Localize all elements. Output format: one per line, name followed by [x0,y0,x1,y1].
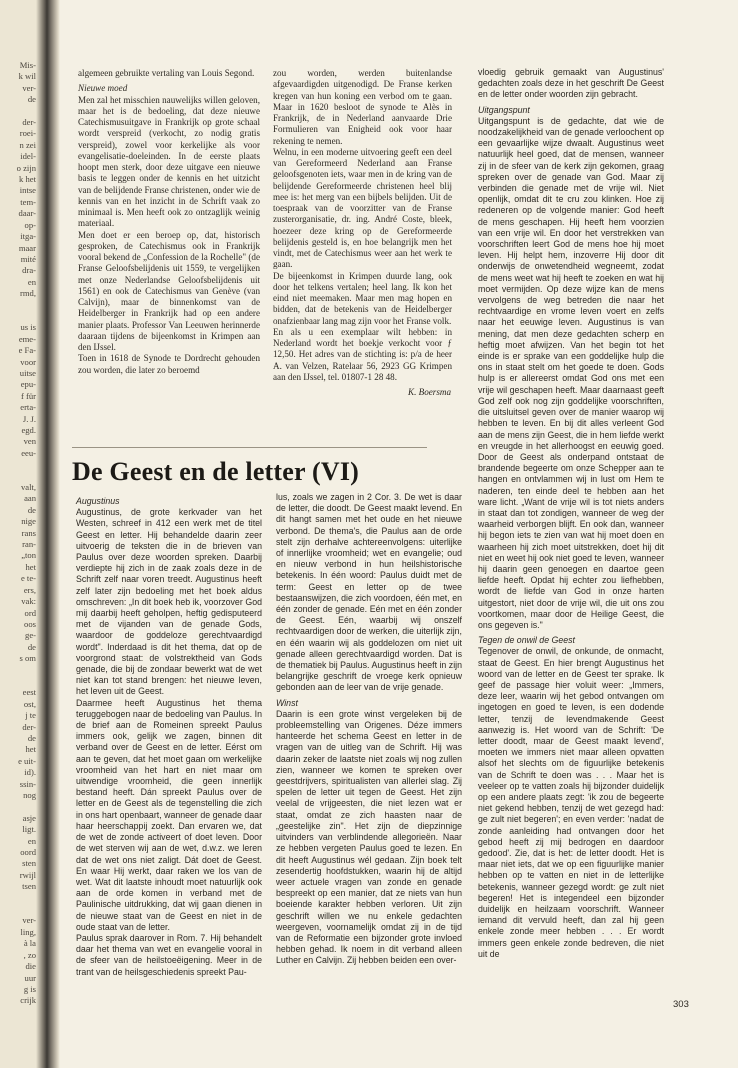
paragraph: vloedig gebruik gemaakt van Augustinus' gedachten zoals deze in het geschrift De Geest en de letter onder woorden zijn gebracht. [478,67,664,100]
paragraph: Men zal het misschien nauwelijks willen geloven, maar het is de bedoeling, dat deze nieuwe Catechismusuitgave in Frankrijk op grote schaal wordt verspreid (verkocht, zo nodig gratis verspreid), zowel voor kerkelijke als voor evangelisatie-doeleinden. In de eerste plaats hoopt men sterk, door deze uitgave een nieuwe basis te leggen onder de kennis en het uitzicht van de belijdende Franse christenen, onder wie de kennis van en het inzicht in de Schrift vaak zo minimaal is. Men heeft ook zo ontzaglijk weinig materiaal. [78,94,260,229]
paragraph: Toen in 1618 de Synode te Dordrecht gehouden zou worden, die later zo beroemd [78,353,260,375]
section-heading: Tegen de onwil de Geest [478,635,575,646]
paragraph: Daarin is een grote winst vergeleken bij de probleemstelling van Origenes. Déze immers hanteerde het schema Geest en letter in de vragen van de uitleg van de Schrift. Hij was daarin zeker de laatste niet zoals wij nog zullen zien, wanneer we komen te spreken over geestdrijvers, spiritualisten van allerlei slag. Zij spelen de letter uit tegen de Geest. Het zijn veelal de vrijgeesten, die niet lezen wat er staat, omdat ze zich haasten naar de „geestelijke zin". Het zijn de diepzinnige uitvinders van verblindende allegorieën. Naar ze hebben vergeten Paulus goed te lezen. En dit heeft Augustinus wél gedaan. Zijn boek telt zesendertig hoofdstukken, waarin hij de altijd weer actuele vragen van zonde en genade bespreekt op een manier, dat ze niets van hun boeiende karakter hebben verloren. Uit zijn geschrift willen we nu enkele gedachten weergeven, voornamelijk omdat zij in de tijd van de Reformatie een bijzonder grote invloed hebben gehad. Ik noem in dit verband alleen Luther en Calvijn. Zij hebben beiden een over- [276,708,462,966]
previous-page-edge-text: Mis- k wil ver- de der- roei- n zei idel- o zijn k het intse tem- daar- op- itga- maar mité dra- en rmd, us is eme- e Fa- voor uitse epu- f für erta- J. J. egd. ven eeu- valt, aan de nige rans ran- „ton het e te- ers, vak: ord oos ge- de s om eest ost, j te der- de het e uit- id). ssin- nog asje ligt. en oord sten rwijl tsen ver- ling, à la , zo die uur g is crijk [16,60,36,1006]
main-article-column-1 [76,492,262,978]
main-article-column-2 [276,492,462,967]
main-article-column-3 [478,67,664,960]
paragraph: Men doet er een beroep op, dat, historisch gesproken, de Catechismus ook in Frankrijk vooral bekend de „Confession de la Rochelle" (de Franse Geloofsbelijdenis uit 1559, te vergelijken met onze Nederlandse Geloofsbelijdenis uit 1561) en ook de Catechismus van Genève (van Calvijn), maar de binnenkomst van de Heidelberger in Frankrijk had op een andere manier plaats. Professor Van Leeuwen herinnerde daaraan tijdens de bijeenkomst in Krimpen aan den IJssel. [78,229,260,352]
article-signature: K. Boersma [408,387,451,397]
section-divider [72,447,427,448]
paragraph: Uitgangspunt is de gedachte, dat wie de noodzakelijkheid van de genade verloochent op een gevaarlijke wijze dwaalt. Augustinus weet natuurlijk heel goed, dat de mensen, wanneer zij in de sfeer van de kerk zijn gekomen, graag spreken over de genade van God. Maar zij verbinden die genade met de vrije wil. Niet openlijk, omdat dit te cru zou klinken. Hoe zij redeneren op de volgende manier: God heeft de mens geschapen. Hij heeft hem voorzien van een vrije wil. En door het verstrekken van voorschriften leert God de mens hoe hij moet leven. Hij helpt hem, inzoverre Hij door dit onderwijs de onwetendheid wegneemt, zodat de mens weet wat hij heeft te zoeken en wat hij moet vermijden. Op deze wijze kan de mens vervolgens de weg betreden die naar het rechtvaardige en vrome leven voert en zelfs naar het eeuwige leven. Augustinus is van mening, dat men deze gedachten scherp en heftig moet afwijzen. Van het begin tot het einde is er sprake van een goddelijke hulp die ons in staat stelt om het goede te doen. Gods hulp is er allereerst omdat God ons met een vrije wil geschapen heeft. Maar daarnaast geeft God zelf ook nog zijn goddelijke voorschriften, die uitsluitsel geven over de manier waarop wij hebben te leven. En bij dit alles verleent God aan de mens zijn Geest, die in hem liefde werkt en vreugde in het allerhoogst en eeuwig goed. Door de Geest als onderpand ontstaat de brandende begeerte om onze Schepper aan te hangen en ontvlammen wij in lust om Hem te naderen, ten einde deel te hebben aan het ware licht. „Want de vrije wil is tot niets anders in staat dan tot zondigen, wanneer de weg der waarheid verborgen blijft. En ook dan, wanneer hij begon iets te zien van wat hij moet doen en waarheen hij zich moet uitstrekken, doet hij dit niet en weet hij ook niet goed te leven, wanneer hij daarin geen genoegen en daartoe geen liefde heeft. Opdat hij echter zou liefhebben, wordt de liefde van God in onze harten uitgestort, niet door de vrije wil, die uit ons zou voortkomen, maar door de Heilige Geest, die ons gegeven is." [478,115,664,630]
paragraph: En als u een exemplaar wilt hebben: in Nederland wordt het boekje verkocht voor ƒ 12,50. Het adres van de stichting is: p/a de heer A. van Velzen, Ratelaar 56, 2923 GG Krimpen aan den IJssel, tel. 01807-1 28 48. [273,326,452,382]
paragraph: Tegenover de onwil, de onkunde, de onmacht, staat de Geest. En hier brengt Augustinus het woord van de letter en de Geest ter sprake. Ik geef de passage hier voluit weer: „Immers, deze leer, waarin wij het gebod ontvangen om ingetogen en goed te leven, is een dodende letter, tenzij de levendmakende Geest aanwezig is. Het woord van de Schrift: 'De letter doodt, maar de Geest maakt levend', moeten we immers niet maar alleen opvatten alsof het slechts om de figuurlijke betekenis van de Schrift te doen was . . . Maar het is veeleer op te vatten zoals hij bijzonder duidelijk op een andere plaats zegt: 'ik zou de begeerte niet gekend hebben, tenzij de wet gezegd had: ge zult niet begeren'; en even verder: 'nadat de zonde aanleiding had ontvangen door het gebod heeft zij mij bedrogen en daardoor gedood'. Zie, dat is het: de letter doodt. Het is maar niet iets, dat we op een figuurlijke manier hebben op te vatten en niet in de letterlijke betekenis, wanneer gezegd wordt: ge zult niet begeren! Het is integendeel een bijzonder duidelijk en heilzaam voorschrift. Wanneer iemand dit vervuld heeft, dan zal hij geen enkele zonde meer hebben . . . Er wordt immers geen enkele zonde bedreven, die niet uit de [478,646,664,959]
paragraph: Paulus sprak daarover in Rom. 7. Hij behandelt daar het thema van wet en evangelie vooral in de sfeer van de heilstoeëigening. Meer in de trant van de heilsgeschiedenis spreekt Pau- [76,932,262,977]
paragraph: lus, zoals we zagen in 2 Cor. 3. De wet is daar de letter, die doodt. De Geest maakt levend. En dit hangt samen met het oude en het nieuwe verbond. De thema's, die Paulus aan de orde stelt zijn derhalve achtereenvolgens: uiterlijke of innerlijke vroomheid; wet en evangelie; oud en nieuw verbond in hun heilshistorische betekenis. In één woord: Paulus duidt met de term: Geest en letter op de twee bestaanswijzen, die zich voordoen, één met, en één zonder de genade. Eén met en één zonder de Geest. Eén, waarbij wij onszelf rechtvaardigen door de werken, die uiterlijk zijn, en één waarin wij als goddelozen om niet uit genade alleen gerechtvaardigd worden. Dat is de thematiek bij Paulus. Augustinus heeft in zijn belangrijke geschrift de vroege kerk opnieuw gebonden aan de leer van de vrije genade. [276,492,462,693]
paragraph: algemeen gebruikte vertaling van Louis Segond. [78,68,255,78]
section-heading: Augustinus [76,496,120,506]
paragraph: Welnu, in een moderne uitvoering geeft een deel van Gereformeerd Nederland aan Franse geloofsgenoten iets, waar men in de kring van de belijdende Gereformeerde christenen heel blij mee is: het merg van een bijbels belijden. Uit de toespraak van de voorzitter van de Franse zusterorganisatie, dr. ing. André Coste, bleek, hoezeer deze kring op de Gereformeerde belijdenis gesteld is, en hoe belangrijk men het vindt, met de Catechismus weer aan het werk te gaan. [273,146,452,270]
section-heading: Uitgangspunt [478,104,530,115]
section-heading: Winst [276,697,298,708]
article-title: De Geest en de letter (VI) [72,457,359,486]
paragraph: Daarmee heeft Augustinus het thema teruggebogen naar de bedoeling van Paulus. In de brief aan de Romeinen spreekt Paulus immers ook, gelijk we zagen, binnen dit verband over de Geest en de letter. Eérst om aan te geven, dat het moet gaan om werkelijke vroomheid van het hart en niet maar om uitwendige vroomheid, die geen innerlijk bestand heeft. Dán spreekt Paulus over de letter en de Geest als de tegenstelling die zich in ons hart openbaart, wanneer de genade daar haar heerschappij zoekt. Dan ervaren we, dat de wet de zonde activeert of doet leven. Door de wet sterven wij aan de wet, d.w.z. we leren dat de wet ons niet zaligt. Dát doet de Geest. En waar Hij werkt, daar raken we los van de wet. Wat dit laatste inhoudt moet natuurlijk ook aan de orde komen in verband met de Paulinische uitdrukking, dat wij gaan dienen in de nieuwe staat van de Geest en niet in de oude staat van de letter. [76,697,262,932]
paragraph: Augustinus, de grote kerkvader van het Westen, schreef in 412 een werk met de titel Geest en letter. Hij behandelde daarin zeer uitvoerig de teksten die in de brieven van Paulus over deze woorden spreken. Daarbij verdiepte hij zich in de zaak zoals deze in de Schrift zelf naar voren treedt. Augustinus heeft zelf later zijn bedoeling met het boek aldus omschreven: „In dit boek heb ik, voorzover God mij daarbij heeft geholpen, heftig gedisputeerd met de vijanden van de genade Gods, waardoor de goddeloze gerechtvaardigd wordt". Inderdaad is dit het thema, dat op de voorgrond staat: de volstrektheid van Gods genade, die bij de zondaar bewerkt wat de wet niet kan tot stand brengen: het nieuwe leven, het leven uit de Geest. [76,507,262,697]
paragraph: zou worden, werden buitenlandse afgevaardigden uitgenodigd. De Franse kerken kregen van hun koning een verbod om te gaan. Maar in 1620 besloot de synode te Alès in Frankrijk, de in Nederland aanvaarde Drie Formulieren van Enigheid ook voor haar rekening te nemen. [273,68,452,146]
section-heading: Nieuwe moed [78,83,128,94]
page-number: 303 [673,999,689,1010]
paragraph: De bijeenkomst in Krimpen duurde lang, ook door het telkens vertalen; heel lang. Ik kon het eind niet meemaken. Maar men mag hopen en bidden, dat de betekenis van de Heidelberger onafzienbaar lang mag zijn voor het Franse volk. [273,270,452,326]
top-article-column-2 [273,68,452,398]
top-article-column-1 [78,68,260,376]
